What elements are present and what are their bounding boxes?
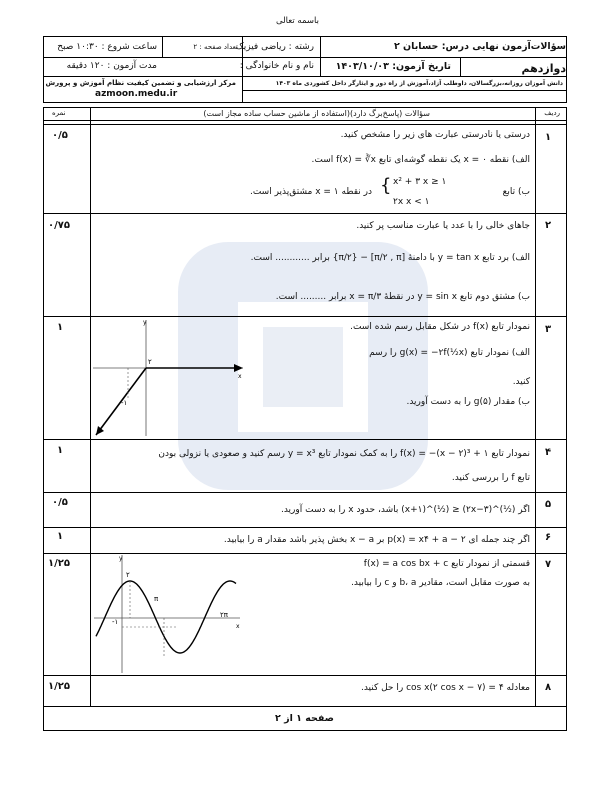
q1-line1: درستی یا نادرستی عبارت های زیر را مشخص کنید. (340, 130, 530, 140)
q2-line2: الف) برد تابع y = tan x با دامنهٔ [π/۲ , π] − {π/۲} برابر ............ است. (250, 253, 530, 263)
q3-number: ۳ (545, 324, 552, 335)
q3-graph (88, 318, 248, 438)
q3-line3: کنید. (512, 377, 530, 387)
row-header: ردیف (544, 109, 560, 117)
q4-line1: نمودار تابع f(x) = −(x − ۲)³ + ۱ را به کمک نمودار تابع y = x³ رسم کنید و صعودی یا نزولی بودن (158, 449, 530, 459)
exam-date: تاریخ آزمون: ۱۴۰۳/۱۰/۰۳ (335, 61, 451, 72)
q7-number: ۷ (545, 559, 552, 570)
q7-y-label: y (119, 555, 123, 562)
q3-line4: ب) مقدار g(۵) را به دست آورید. (406, 397, 530, 407)
q1-number: ۱ (545, 132, 552, 143)
q8-number: ۸ (545, 682, 552, 693)
q3-y-mark: ۲ (148, 358, 152, 366)
q7-bottom-mark: -۱ (112, 618, 119, 626)
page-count: تعداد صفحه : ۲ (193, 43, 238, 51)
name-label: نام و نام خانوادگی : (239, 61, 314, 71)
q4-score: ۱ (57, 445, 64, 456)
q1-piece1: x² + ۳ x ≥ ۱ (393, 177, 447, 187)
q3-line1: نمودار تابع f(x) در شکل مقابل رسم شده است. (350, 322, 530, 332)
q2-number: ۲ (545, 220, 552, 231)
q2-line3: ب) مشتق دوم تابع y = sin x در نقطهٔ x = π/۳ برابر ......... است. (275, 292, 530, 302)
bismillah: باسمه تعالی (276, 16, 319, 26)
exam-title: سؤالات‌آزمون نهایی درس: حسابان ۲ (393, 41, 566, 52)
q7-top-mark: ۲ (126, 571, 130, 579)
site-url: azmoon.medu.ir (95, 89, 178, 99)
q8-line1: معادله cos x(۲ cos x − ۷) = ۴ را حل کنید. (360, 683, 530, 693)
q1-brace: { (380, 175, 392, 196)
q3-arrow-right (234, 364, 243, 372)
q7-score: ۱/۲۵ (48, 558, 70, 569)
q7-x-label: x (236, 623, 240, 630)
q1-piece2: ۲x x < ۱ (393, 197, 430, 207)
q1-line3a: ب) تابع (502, 187, 530, 197)
q3-line2: الف) نمودار تابع g(x) = −۲f(½x) را رسم (369, 348, 530, 358)
q1-score: ۰/۵ (52, 130, 68, 141)
q2-line1: جاهای خالی را با عدد یا عبارت مناسب پر کنید. (356, 221, 530, 231)
q7-graph (92, 553, 242, 675)
field-label: رشته : ریاضی فیزیک (235, 42, 314, 52)
start-time: ساعت شروع : ۱۰:۳۰ صبح (57, 42, 157, 52)
center-name: مرکز ارزشیابی و تضمین کیفیت نظام آموزش و پرورش (45, 79, 236, 87)
q2-score: ۰/۷۵ (48, 220, 70, 231)
q7-2pi-mark: ۲π (220, 611, 228, 619)
q7-pi-mark: π (154, 595, 159, 603)
q3-arrow-left (96, 426, 104, 435)
questions-header: سؤالات (پاسخ‌برگ دارد)(استفاده از ماشین حساب ساده مجاز است) (203, 109, 430, 118)
score-header: نمره (52, 109, 66, 117)
q7-line2: به صورت مقابل است، مقادیر b، a و c را بیابید. (351, 578, 530, 588)
q8-score: ۱/۲۵ (48, 681, 70, 692)
q4-number: ۴ (545, 447, 552, 458)
q7-line1: قسمتی از نمودار تابع f(x) = a cos bx + c (363, 559, 530, 569)
q5-line1: اگر (½)^(۲x−۳) ≤ (½)^(x+۱) باشد، حدود x را به دست آورید. (280, 505, 530, 515)
page-footer: صفحه ۱ از ۲ (275, 713, 334, 724)
q6-line1: اگر چند جمله ای p(x) = x۴ + a − ۲ بر x − a بخش پذیر باشد مقدار a را بیابید. (223, 535, 530, 545)
q3-score: ۱ (57, 322, 64, 333)
grade: دوازدهم (521, 62, 566, 75)
q3-x-mark: -۱ (121, 399, 128, 407)
q3-x-label: x (238, 373, 242, 380)
q1-line3b: در نقطه x = ۱ مشتق‌پذیر است. (249, 187, 372, 197)
q1-line2: الف) نقطه x = ۰ یک نقطه گوشه‌ای تابع f(x) = ∛x است. (311, 155, 530, 165)
duration: مدت آزمون : ۱۲۰ دقیقه (66, 61, 157, 71)
students-note: دانش آموزان روزانه،بزرگسالان، داوطلب آزاد،آموزش از راه دور و ایثارگر داخل کشوردی ماه ۱۴۰۳ (275, 80, 563, 87)
q6-score: ۱ (57, 531, 64, 542)
q4-line2: تابع f را بررسی کنید. (451, 473, 530, 483)
q3-y-label: y (143, 319, 147, 326)
q5-number: ۵ (545, 499, 552, 510)
q6-number: ۶ (545, 532, 552, 543)
q7-curve (96, 581, 236, 653)
q5-score: ۰/۵ (52, 497, 68, 508)
